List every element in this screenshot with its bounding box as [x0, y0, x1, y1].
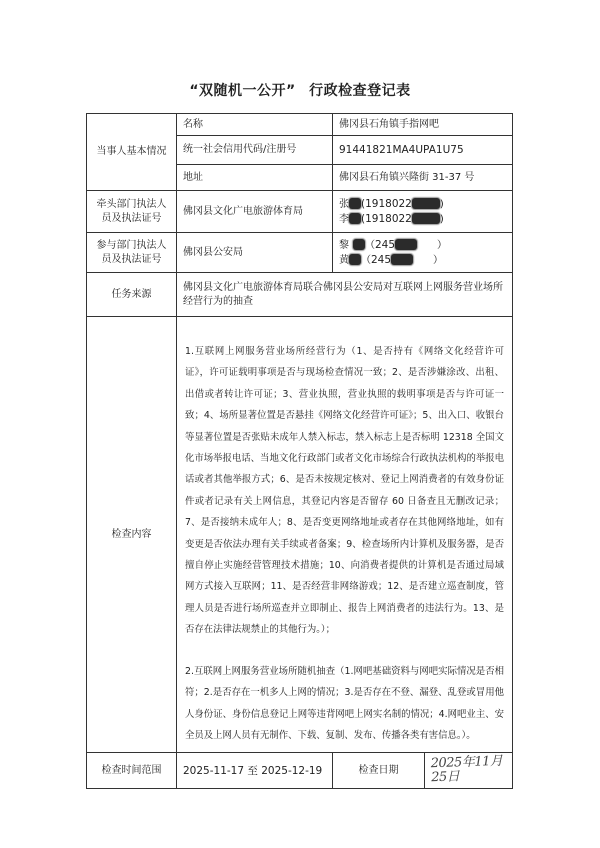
redaction-mark: [391, 254, 413, 265]
redaction-mark: [412, 213, 440, 224]
inspection-date-label: 检查日期: [333, 753, 425, 789]
title-quote: “双随机一公开”: [189, 83, 296, 99]
address-label: 地址: [177, 165, 333, 191]
joint-dept-label: 参与部门执法人员及执法证号: [87, 233, 177, 273]
redaction-mark: [353, 239, 365, 250]
task-source-value: 佛冈县文化广电旅游体育局联合佛冈县公安局对互联网上网服务营业场所经营行为的抽查: [177, 273, 513, 317]
inspection-date-value: [425, 753, 513, 789]
credit-code-value: 91441821MA4UPA1U75: [333, 136, 513, 165]
title-main: 行政检查登记表: [309, 83, 411, 99]
party-section-label: 当事人基本情况: [87, 114, 177, 191]
lead-officer-2: 李 (1918022 ): [339, 212, 444, 225]
redaction-mark: [395, 239, 417, 250]
redaction-mark: [349, 254, 361, 265]
inspection-content: [177, 317, 513, 753]
form-title: [0, 80, 600, 100]
period-label: 检查时间范围: [87, 753, 177, 789]
joint-officer-1: 黎 （245 ）: [339, 238, 448, 251]
inspection-record-table: [86, 113, 513, 789]
period-end: 2025-12-19: [261, 764, 323, 777]
period-to: 至: [247, 764, 258, 777]
redaction-mark: [349, 213, 361, 224]
inspection-section-2: 2.互联网上网服务营业场所随机抽查（1.网吧基础资料与网吧实际情况是否相符；2.是否存在一机多人上网的情况；3.是否存在不登、漏登、乱登或冒用他人身份证、身份信息登记上网等违背网吧上网实名制的情况；4.网吧业主、安全员及上网人员有无制作、下载、复制、发布、传播各类有害信息。）。: [185, 665, 504, 741]
handwritten-date: 2025年11月25日: [430, 754, 503, 786]
lead-dept-name: 佛冈县文化广电旅游体育局: [177, 191, 333, 233]
joint-officer-2: 黄 （245 ）: [339, 253, 444, 266]
joint-dept-officers: [333, 233, 513, 273]
name-value: 佛冈县石角镇手指网吧: [333, 114, 513, 136]
lead-dept-officers: [333, 191, 513, 233]
lead-dept-label: 牵头部门执法人员及执法证号: [87, 191, 177, 233]
period-start: 2025-11-17: [183, 764, 245, 777]
redaction-mark: [349, 198, 361, 209]
lead-officer-1: 张 (1918022 ): [339, 197, 444, 210]
joint-dept-name: 佛冈县公安局: [177, 233, 333, 273]
task-source-label: 任务来源: [87, 273, 177, 317]
period-range: [177, 753, 333, 789]
credit-code-label: 统一社会信用代码/注册号: [177, 136, 333, 165]
redaction-mark: [412, 198, 440, 209]
inspection-section-1: 1.互联网上网服务营业场所经营行为（1、是否持有《网络文化经营许可证》，许可证载明事项是否与现场检查情况一致；2、是否涉嫌涂改、出租、出借或者转让许可证；3、营业执照，营业执照的载明事项是否与许可证一致；4、场所显著位置是否悬挂《网络文化经营许可证》；5、出入口、收银台等显著位置是否张贴未成年人禁入标志，禁入标志上是否标明 12318 全国文化市场举报电话、当地文化行政部门或者文化市场综合行政执法机构的举报电话或者其他举报方式；6、是否未按规定核对、登记上网消费者的有效身份证件或者记录有关上网信息，其登记内容是否留存 60 日备查且无删改记录；7、是否接纳未成年人；8、是否变更网络地址或者存在其他网络地址，如有变更是否依法办理有关手续或者备案；9、检查场所内计算机及服务器，是否擅自停止实施经营管理技术措施；10、向消费者提供的计算机是否通过局域网方式接入互联网；11、是否经营非网络游戏；12、是否建立巡查制度，管理人员是否进行场所巡查并立即制止、报告上网消费者的违法行为。13、是否存在法律法规禁止的其他行为。）；: [185, 346, 504, 636]
name-label: 名称: [177, 114, 333, 136]
inspection-content-label: 检查内容: [87, 317, 177, 753]
address-value: 佛冈县石角镇兴隆街 31-37 号: [333, 165, 513, 191]
